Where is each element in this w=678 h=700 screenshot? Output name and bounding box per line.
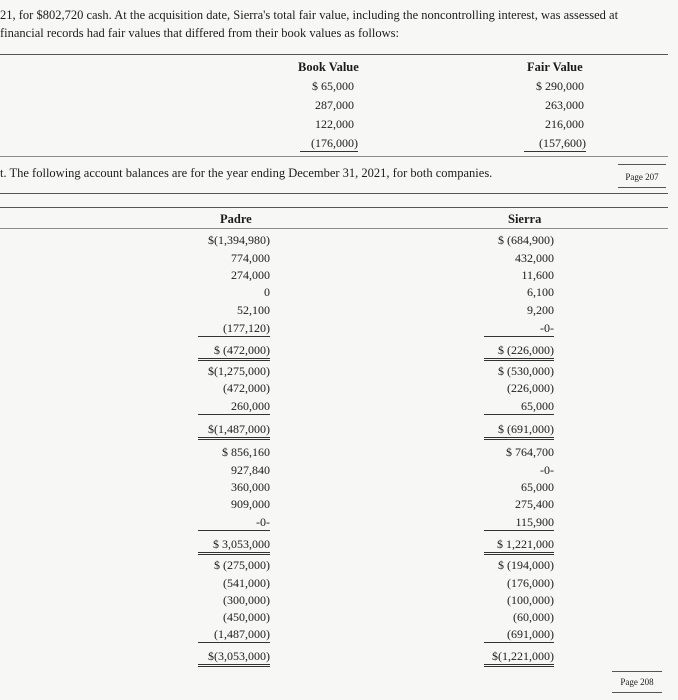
sierra-balance-cell: $ 764,700 — [506, 445, 554, 459]
padre-balance-cell: (450,000) — [223, 610, 270, 624]
sierra-balance-cell: 65,000 — [484, 399, 554, 415]
balances-intro: t. The following account balances are for the year ending December 31, 2021, for both companies. — [0, 166, 493, 180]
sierra-balance-cell: 9,200 — [527, 303, 554, 317]
sierra-balance-cell: 275,400 — [515, 497, 554, 511]
padre-balance-cell: $(3,053,000) — [198, 649, 270, 667]
padre-balance-cell: $(1,275,000) — [208, 364, 270, 378]
fv-table-top-rule — [0, 54, 668, 55]
sierra-header: Sierra — [508, 212, 542, 226]
intro-line-1: 21, for $802,720 cash. At the acquisition date, Sierra's total fair value, including the noncontrolling interest, was assessed at — [0, 8, 619, 22]
padre-balance-cell: $ (275,000) — [214, 558, 270, 572]
padre-balance-cell: (300,000) — [223, 593, 270, 607]
sierra-balance-cell: (100,000) — [507, 593, 554, 607]
book-value-header: Book Value — [298, 60, 359, 74]
padre-balance-cell: $ 3,053,000 — [198, 537, 270, 555]
sierra-balance-cell: $ 1,221,000 — [484, 537, 554, 555]
book-value-cell: 287,000 — [315, 98, 354, 112]
sierra-balance-cell: $ (691,000) — [484, 422, 554, 440]
padre-balance-cell: 260,000 — [198, 399, 270, 415]
padre-balance-cell: 774,000 — [231, 251, 270, 265]
padre-balance-cell: -0- — [198, 515, 270, 531]
padre-balance-cell: (541,000) — [223, 576, 270, 590]
book-value-cell: (176,000) — [300, 136, 358, 152]
fair-value-header: Fair Value — [527, 60, 583, 74]
balances-table-header-rule — [0, 207, 668, 208]
sierra-balance-cell: -0- — [540, 463, 554, 477]
page-208-rule-bottom — [612, 692, 662, 693]
fair-value-cell: 263,000 — [545, 98, 584, 112]
padre-balance-cell: $(1,394,980) — [208, 233, 270, 247]
sierra-balance-cell: (60,000) — [513, 610, 554, 624]
page-207-label: Page 207 — [625, 172, 659, 182]
balances-table-top-rule — [0, 193, 668, 194]
padre-balance-cell: $ (472,000) — [198, 343, 270, 361]
intro-line-2: financial records had fair values that differed from their book values as follows: — [0, 26, 399, 40]
sierra-balance-cell: $ (530,000) — [498, 364, 554, 378]
padre-header: Padre — [220, 212, 252, 226]
fair-value-cell: 216,000 — [545, 117, 584, 131]
sierra-balance-cell: 432,000 — [515, 251, 554, 265]
fair-value-cell: $ 290,000 — [536, 79, 584, 93]
sierra-balance-cell: 115,900 — [484, 515, 554, 531]
padre-balance-cell: $(1,487,000) — [198, 422, 270, 440]
sierra-balance-cell: -0- — [484, 321, 554, 337]
sierra-balance-cell: 6,100 — [527, 285, 554, 299]
fair-value-cell: (157,600) — [524, 136, 586, 152]
page-207-rule-bottom — [618, 187, 666, 188]
sierra-balance-cell: $ (226,000) — [484, 343, 554, 361]
sierra-balance-cell: $(1,221,000) — [484, 649, 554, 667]
sierra-balance-cell: 11,600 — [521, 268, 554, 282]
padre-balance-cell: 360,000 — [231, 480, 270, 494]
sierra-balance-cell: $ (684,900) — [498, 233, 554, 247]
padre-balance-cell: (1,487,000) — [198, 627, 270, 643]
sierra-balance-cell: (176,000) — [507, 576, 554, 590]
sierra-balance-cell: $ (194,000) — [498, 558, 554, 572]
book-value-cell: $ 65,000 — [312, 79, 354, 93]
padre-balance-cell: 927,840 — [231, 463, 270, 477]
balances-table-subheader-rule — [0, 228, 668, 229]
page-208-label: Page 208 — [620, 677, 654, 687]
page-207-rule-top — [618, 164, 666, 165]
padre-balance-cell: 274,000 — [231, 268, 270, 282]
padre-balance-cell: 0 — [264, 285, 270, 299]
sierra-balance-cell: 65,000 — [521, 480, 554, 494]
padre-balance-cell: $ 856,160 — [222, 445, 270, 459]
book-value-cell: 122,000 — [315, 117, 354, 131]
fv-table-bottom-rule — [0, 156, 668, 157]
sierra-balance-cell: (226,000) — [507, 381, 554, 395]
sierra-balance-cell: (691,000) — [484, 627, 554, 643]
padre-balance-cell: (177,120) — [198, 321, 270, 337]
padre-balance-cell: 909,000 — [231, 497, 270, 511]
page-208-rule-top — [612, 671, 662, 672]
padre-balance-cell: (472,000) — [223, 381, 270, 395]
padre-balance-cell: 52,100 — [237, 303, 270, 317]
